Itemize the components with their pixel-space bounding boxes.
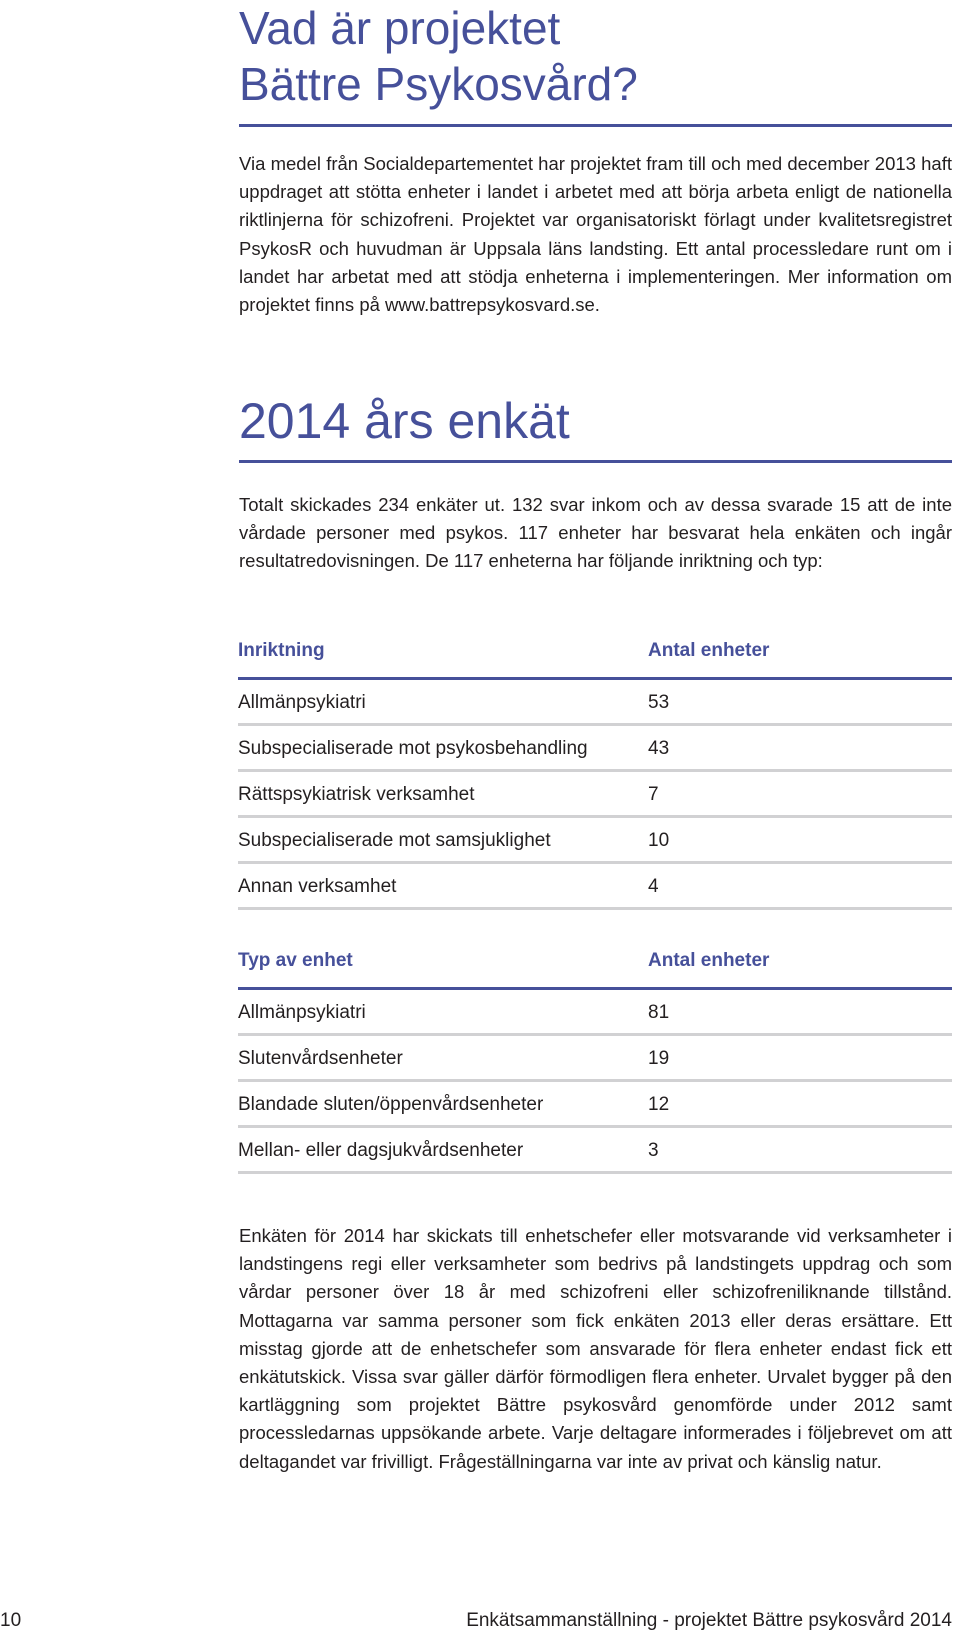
column-header: Antal enheter <box>648 640 770 661</box>
footer-title: Enkätsammanställning - projektet Bättre psykosvård 2014 <box>466 1610 952 1631</box>
row-label: Allmänpsykiatri <box>238 692 366 713</box>
section-title: 2014 års enkät <box>239 393 570 449</box>
table-row <box>238 864 952 910</box>
row-value: 10 <box>648 830 670 851</box>
closing-paragraph: Enkäten för 2014 har skickats till enhetschefer eller motsvarande vid verksamheter i landstingens regi eller verksamheter som bedrivs på landstingets uppdrag och som vårdar personer över 18 år med schizofreni eller schizofreniliknande tillstånd. Mottagarna var samma personer som fick enkäten 2013 eller deras ersättare. Ett misstag gjorde att de enhetschefer som ansvarade för flera enheter endast fick ett enkätutskick. Vissa svar gäller därför förmodligen flera enheter. Urvalet bygger på den kartläggning som projektet Bättre psykosvård genomförde under 2012 samt processledarnas uppsökande arbete. Varje deltagare informerades i följebrevet om att deltagandet var frivilligt. Frågeställningarna var inte av privat och känslig natur. <box>239 1225 952 1472</box>
section-paragraph: Totalt skickades 234 enkäter ut. 132 svar inkom och av dessa svarade 15 att de inte vårdade personer med psykos. 117 enheter har besvarat hela enkäten och ingår resultatredovisningen. De 117 enheterna har följande inriktning och typ: <box>239 494 952 572</box>
row-label: Allmänpsykiatri <box>238 1002 366 1023</box>
table-row <box>238 990 952 1036</box>
page-footer <box>0 1607 952 1634</box>
table-header <box>238 942 952 990</box>
row-value: 19 <box>648 1048 670 1069</box>
table-row <box>238 818 952 864</box>
column-header: Typ av enhet <box>238 950 353 971</box>
intro-paragraph: Via medel från Socialdepartementet har projektet fram till och med december 2013 haft uppdraget att stötta enheter i landet i arbetet med att börja arbeta enligt de nationella riktlinjerna för schizofreni. Projektet var organisatoriskt förlagt under kvalitetsregistret PsykosR och huvudman är Uppsala läns landsting. Ett antal processledare runt om i landet har arbetat med att stödja enheterna i implementeringen. Mer information om projektet finns på www.battrepsykosvard.se. <box>239 153 952 316</box>
row-value: 43 <box>648 738 670 759</box>
table-row <box>238 1082 952 1128</box>
title-divider <box>239 124 952 127</box>
row-label: Subspecialiserade mot psykosbehandling <box>238 738 588 759</box>
column-header: Inriktning <box>238 640 325 661</box>
table-row <box>238 680 952 726</box>
typ-av-enhet-table <box>238 942 952 1174</box>
row-value: 3 <box>648 1140 659 1161</box>
column-header: Antal enheter <box>648 950 770 971</box>
page-number: 10 <box>0 1610 22 1631</box>
row-label: Subspecialiserade mot samsjuklighet <box>238 830 551 851</box>
row-value: 53 <box>648 692 670 713</box>
inriktning-table <box>238 632 952 910</box>
row-label: Rättspsykiatrisk verksamhet <box>238 784 475 805</box>
page-title <box>239 0 638 112</box>
row-value: 4 <box>648 876 659 897</box>
row-label: Blandade sluten/öppenvårdsenheter <box>238 1094 544 1115</box>
row-value: 81 <box>648 1002 670 1023</box>
section-divider <box>239 460 952 463</box>
table-row <box>238 1128 952 1174</box>
page-title-line-1: Vad är projektet <box>239 2 561 54</box>
row-label: Annan verksamhet <box>238 876 397 897</box>
row-label: Slutenvårdsenheter <box>238 1048 403 1069</box>
row-label: Mellan- eller dagsjukvårdsenheter <box>238 1140 524 1161</box>
table-row <box>238 1036 952 1082</box>
table-row <box>238 772 952 818</box>
row-value: 7 <box>648 784 659 805</box>
row-value: 12 <box>648 1094 670 1115</box>
page-title-line-2: Bättre Psykosvård? <box>239 58 638 110</box>
table-row <box>238 726 952 772</box>
table-header <box>238 632 952 680</box>
